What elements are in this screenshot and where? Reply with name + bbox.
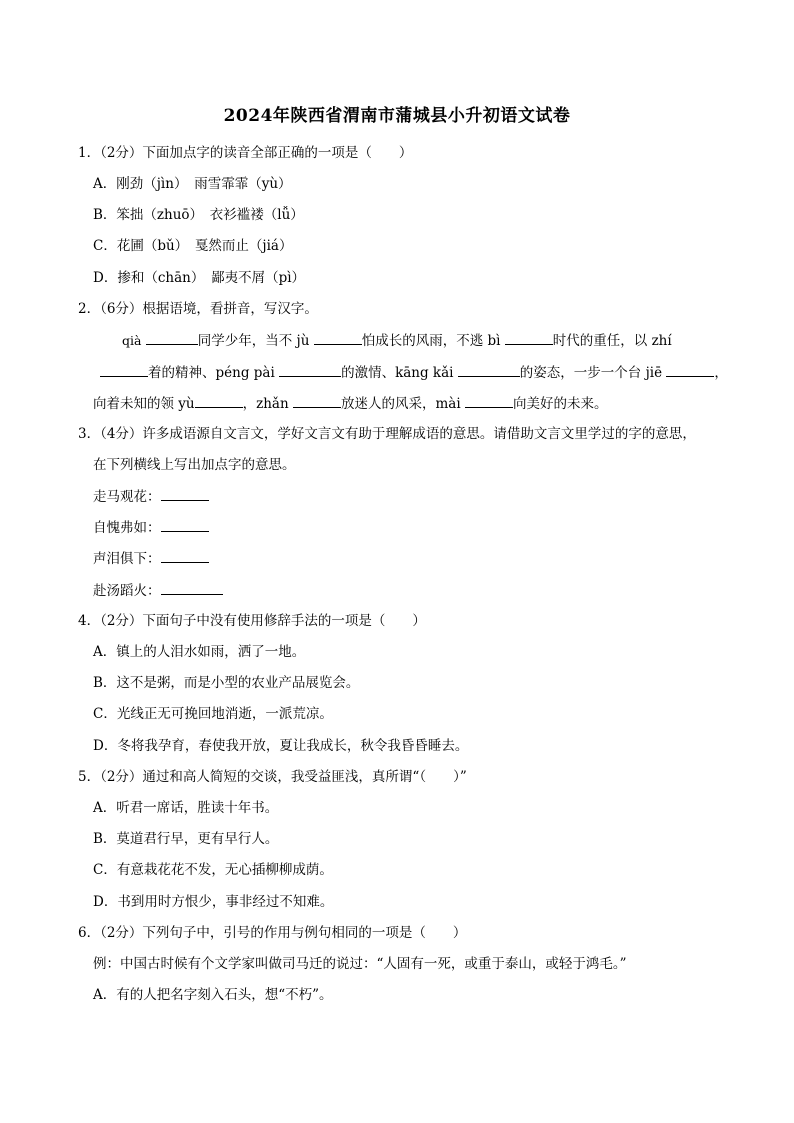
answer-blank[interactable]	[505, 330, 553, 345]
q3-item	[93, 517, 209, 538]
page-title: 2024年陕西省渭南市蒲城县小升初语文试卷	[223, 106, 571, 126]
answer-blank[interactable]	[146, 330, 198, 345]
q4-option-b: B．这不是粥，而是小型的农业产品展览会。	[93, 675, 360, 691]
q6-option-a: A．有的人把名字刻入石头，想“不朽”。	[93, 987, 333, 1003]
q1-option-b: B．笨拙（zhuō） 衣衫褴褛（lǚ）	[93, 207, 304, 223]
q5-option-b: B．莫道君行早，更有早行人。	[93, 831, 279, 847]
answer-blank[interactable]	[279, 362, 341, 377]
q3-stem-line-1: 3．（4分）许多成语源自文言文，学好文言文有助于理解成语的意思。请借助文言文里学过的字的意思，	[78, 426, 696, 442]
q2-text: 向美好的未来。	[512, 396, 608, 412]
q2-text: ，	[714, 365, 728, 381]
q6-example: 例：中国古时候有个文学家叫做司马迁的说过：“人固有一死，或重于泰山，或轻于鸿毛。”	[93, 956, 627, 972]
q5-stem: 5．（2分）通过和高人简短的交谈，我受益匪浅，真所谓“（ ）”	[78, 769, 467, 785]
q3-stem-line-2: 在下列横线上写出加点字的意思。	[93, 457, 296, 473]
q2-line-2	[100, 362, 728, 383]
q1-option-d: D．掺和（chān） 鄙夷不屑（pì）	[93, 270, 306, 286]
q2-text: 向着未知的领 yù	[93, 396, 195, 412]
q2-line-1	[122, 330, 672, 351]
q4-option-c: C．光线正无可挽回地消逝，一派荒凉。	[93, 706, 333, 722]
q2-text: 怕成长的风雨，不逃 bì	[361, 333, 501, 349]
answer-blank[interactable]	[100, 362, 148, 377]
answer-blank[interactable]	[458, 362, 520, 377]
q3-item	[93, 580, 223, 601]
q4-stem: 4．（2分）下面句子中没有使用修辞手法的一项是（ ）	[78, 613, 426, 629]
q1-option-c: C．花圃（bǔ） 戛然而止（jiá）	[93, 238, 293, 254]
q3-item	[93, 486, 209, 507]
q2-text: 同学少年，当不 jù	[197, 333, 310, 349]
q2-text: 的激情、kāng kǎi	[341, 365, 454, 381]
q2-stem: 2．（6分）根据语境，看拼音，写汉字。	[78, 301, 318, 317]
q2-text: 着的精神、péng pài	[148, 365, 275, 381]
q3-item	[93, 548, 209, 569]
answer-blank[interactable]	[161, 580, 223, 595]
answer-blank[interactable]	[161, 517, 209, 532]
q2-pinyin-qia: qià	[122, 333, 142, 348]
q1-option-a: A．刚劲（jìn） 雨雪霏霏（yù）	[93, 176, 292, 192]
q2-text: 的姿态，一步一个台 jiē	[519, 365, 663, 381]
q4-option-d: D．冬将我孕育，春使我开放，夏让我成长，秋令我昏昏睡去。	[93, 738, 469, 754]
q6-stem: 6．（2分）下列句子中，引号的作用与例句相同的一项是（ ）	[78, 925, 467, 941]
q5-option-d: D．书到用时方恨少，事非经过不知难。	[93, 894, 334, 910]
q1-stem: 1．（2分）下面加点字的读音全部正确的一项是（ ）	[78, 145, 413, 161]
q3-idiom: 赴汤蹈火：	[93, 583, 161, 599]
q5-option-c: C．有意栽花花不发，无心插柳柳成荫。	[93, 862, 333, 878]
q2-text: ，zhǎn	[242, 396, 289, 412]
answer-blank[interactable]	[161, 486, 209, 501]
answer-blank[interactable]	[314, 330, 362, 345]
q2-text: 时代的重任，以 zhí	[552, 333, 672, 349]
q3-idiom: 自愧弗如：	[93, 520, 161, 536]
answer-blank[interactable]	[195, 393, 243, 408]
q2-line-3	[93, 393, 607, 414]
q3-idiom: 声泪俱下：	[93, 551, 161, 567]
q4-option-a: A．镇上的人泪水如雨，洒了一地。	[93, 644, 306, 660]
q3-idiom: 走马观花：	[93, 489, 161, 505]
answer-blank[interactable]	[293, 393, 341, 408]
answer-blank[interactable]	[161, 548, 209, 563]
q5-option-a: A．听君一席话，胜读十年书。	[93, 800, 279, 816]
q2-text: 放迷人的风采，mài	[340, 396, 461, 412]
answer-blank[interactable]	[465, 393, 513, 408]
answer-blank[interactable]	[666, 362, 714, 377]
